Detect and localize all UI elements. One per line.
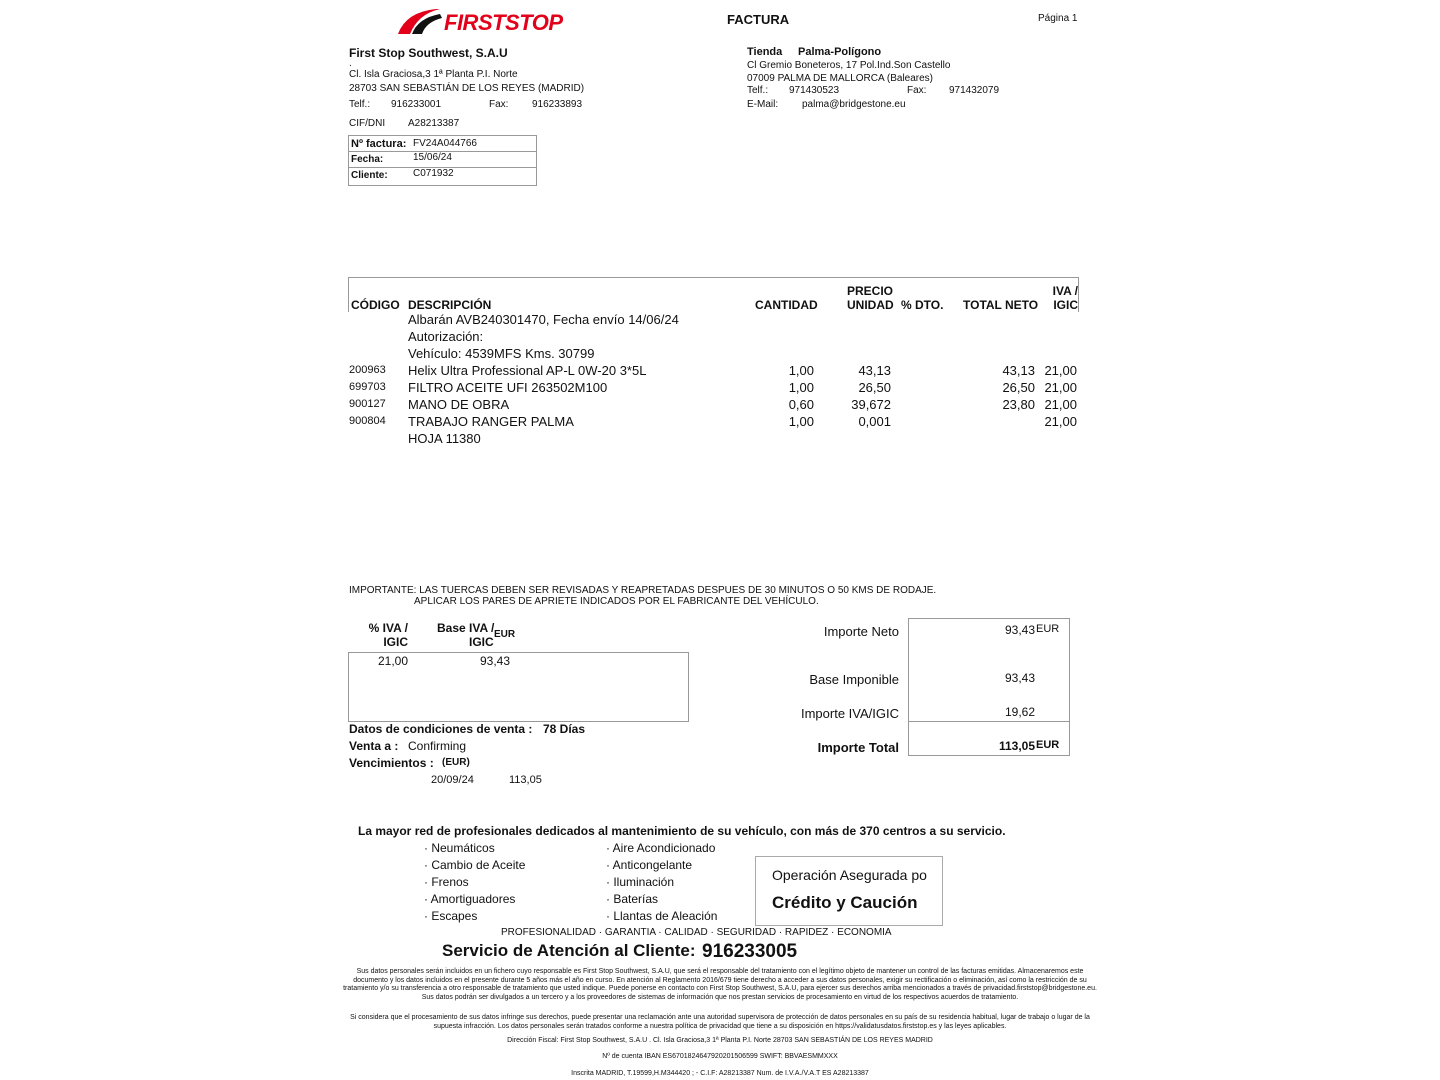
tax-base-header-2: IGIC <box>469 635 494 649</box>
store-fax-label: Fax: <box>907 85 927 96</box>
insured-line-1: Operación Asegurada po <box>772 867 927 883</box>
service-item: · Escapes <box>424 909 478 923</box>
row-price: 26,50 <box>858 380 891 395</box>
invoice-id-box <box>348 135 537 186</box>
row-total <box>965 413 1035 430</box>
header-total-net: TOTAL NETO <box>963 298 1039 312</box>
row-description: TRABAJO RANGER PALMA <box>408 414 574 429</box>
sold-to-label: Venta a : <box>349 739 399 753</box>
tax-base-value: 93,43 <box>479 654 510 668</box>
due-amount: 113,05 <box>509 774 542 786</box>
tax-base-header-1: Base IVA / <box>437 621 495 635</box>
important-note-1: IMPORTANTE: LAS TUERCAS DEBEN SER REVISADAS Y REAPRETADAS DESPUES DE 30 MINUTOS O 50 KMS DE RODAJE. <box>349 585 937 596</box>
row-description: Helix Ultra Professional AP-L 0W-20 3*5L <box>408 363 647 378</box>
note-line: HOJA 11380 <box>408 431 481 446</box>
taxable-base: 93,43 <box>1004 671 1035 685</box>
invoice-date: 15/06/24 <box>413 152 452 163</box>
invoice-client-row <box>349 168 536 183</box>
header-price-1: PRECIO <box>847 284 894 298</box>
company-name: First Stop Southwest, S.A.U <box>349 46 508 60</box>
row-description: MANO DE OBRA <box>408 397 510 412</box>
total-amount: 113,05 <box>998 739 1035 753</box>
store-label: Tienda <box>747 46 783 58</box>
row-vat: 21,00 <box>1044 380 1077 395</box>
sale-conditions-label: Datos de condiciones de venta : <box>349 722 533 736</box>
row-quantity: 1,00 <box>788 363 814 378</box>
company-address-1: Cl. Isla Graciosa,3 1ª Planta P.I. Norte <box>349 69 518 80</box>
row-total: 26,50 <box>1002 380 1035 395</box>
customer-service-phone: 916233005 <box>702 941 798 962</box>
firststop-logo <box>396 6 566 36</box>
customer-service-label: Servicio de Atención al Cliente: <box>442 941 696 960</box>
note-line: Albarán AVB240301470, Fecha envío 14/06/24 <box>408 312 679 327</box>
header-vat-2: IGIC <box>1053 298 1078 312</box>
invoice-date-row <box>349 152 536 168</box>
note-line: Vehículo: 4539MFS Kms. 30799 <box>408 346 595 361</box>
company-tel-label: Telf.: <box>349 99 371 110</box>
row-quantity: 0,60 <box>788 397 814 412</box>
net-amount-unit: EUR <box>1036 623 1060 635</box>
tax-rate-header-1: % IVA / <box>368 621 408 635</box>
fiscal-address: Dirección Fiscal: First Stop Southwest, S.A.U . Cl. Isla Graciosa,3 1ª Planta P.I. Norte 28703 SAN SEBASTIÁN DE LOS REYES MADRID <box>507 1037 933 1044</box>
vat-amount-label: Importe IVA/IGIC <box>800 706 899 721</box>
company-tel: 916233001 <box>391 99 442 110</box>
service-item: · Cambio de Aceite <box>424 858 526 872</box>
row-price: 43,13 <box>858 363 891 378</box>
insured-operation-box <box>755 856 943 926</box>
store-name: Palma-Polígono <box>798 46 882 58</box>
company-dot: . <box>349 58 352 69</box>
invoice-client: C071932 <box>413 168 454 179</box>
note-line: Autorización: <box>408 329 484 344</box>
invoice-number-row <box>349 136 536 152</box>
row-vat: 21,00 <box>1044 397 1077 412</box>
net-amount: 93,43 <box>1004 623 1035 637</box>
row-price: 39,672 <box>851 397 891 412</box>
service-item: · Llantas de Aleación <box>606 909 718 923</box>
row-price: 0,001 <box>858 414 891 429</box>
tax-rate-value: 21,00 <box>377 654 408 668</box>
due-unit: (EUR) <box>442 757 470 768</box>
row-code: 200963 <box>349 364 386 376</box>
tax-rate-header-2: IGIC <box>383 635 408 649</box>
store-tel-label: Telf.: <box>747 85 769 96</box>
invoice-date-label: Fecha: <box>351 154 384 165</box>
header-code: CÓDIGO <box>351 298 400 312</box>
service-item: · Iluminación <box>606 875 675 889</box>
vat-amount: 19,62 <box>1004 705 1035 719</box>
insured-line-2: Crédito y Caución <box>772 893 918 912</box>
company-address-2: 28703 SAN SEBASTIÁN DE LOS REYES (MADRID) <box>349 83 585 94</box>
total-amount-label: Importe Total <box>817 740 899 755</box>
store-tel: 971430523 <box>789 85 840 96</box>
total-amount-unit: EUR <box>1036 739 1060 751</box>
service-item: · Frenos <box>424 875 469 889</box>
header-description: DESCRIPCIÓN <box>408 298 492 312</box>
row-code: 699703 <box>349 381 386 393</box>
store-fax: 971432079 <box>949 85 1000 96</box>
taxable-base-label: Base Imponible <box>809 672 899 687</box>
store-address-1: Cl Gremio Boneteros, 17 Pol.Ind.Son Castello <box>747 60 951 71</box>
company-fax: 916233893 <box>532 99 583 110</box>
row-quantity: 1,00 <box>788 380 814 395</box>
header-vat-1: IVA / <box>1052 284 1078 298</box>
service-item: · Anticongelante <box>606 858 693 872</box>
items-table-header <box>348 277 1079 312</box>
row-total: 23,80 <box>1002 397 1035 412</box>
service-item: · Aire Acondicionado <box>606 841 716 855</box>
tax-base-unit: EUR <box>494 629 516 640</box>
company-values: PROFESIONALIDAD · GARANTIA · CALIDAD · SEGURIDAD · RAPIDEZ · ECONOMIA <box>501 927 892 938</box>
invoice-client-label: Cliente: <box>351 170 388 181</box>
totals-box <box>908 618 1070 756</box>
row-vat: 21,00 <box>1044 414 1077 429</box>
net-amount-label: Importe Neto <box>823 624 899 639</box>
privacy-notice: Sus datos personales serán incluidos en un fichero cuyo responsable es First Stop Southwest, S.A.U, que será el responsable del tratamiento con el legítimo objeto de mantener un control de las facturas emitidas. Almacenaremos este documento y los datos incluidos en el presente durante 5 años más el año en curso. En atención al Reglamento 2016/679 tiene derecho a acceder a sus datos personales, exigir su rectificación o eliminación, así como la restricción de su tratamiento y/o su transferencia a otro responsable de tratamiento que usted indique. Puede ponerse en contacto con First Stop Southwest, S.A.U, para ejercer sus derechos arriba mencionados a través de privacidad.firststop@bridgestone.eu. Sus datos podrán ser divulgados a un tercero y a los proveedores de sistemas de información que nos prestan servicios de procesamiento en virtud de los respectivos acuerdos de tratamiento. <box>343 968 1097 1001</box>
service-item: · Baterías <box>606 892 659 906</box>
page-number: Página 1 <box>1038 13 1078 24</box>
due-date: 20/09/24 <box>431 774 474 786</box>
complaint-notice: Si considera que el procesamiento de sus datos infringe sus derechos, puede presentar una reclamación ante una autoridad supervisora de protección de datos personales en su país de su residencia habitual, lugar de trabajo o lugar de la supuesta infracción. Los datos personales serán tratados conforme a nuestra política de privacidad que tiene a su disposición en https://validatusdatos.firststop.es y las leyes aplicables. <box>350 1014 1090 1030</box>
store-email-label: E-Mail: <box>747 99 779 110</box>
sale-conditions-value: 78 Días <box>543 722 586 736</box>
promo-headline: La mayor red de profesionales dedicados al mantenimiento de su vehículo, con más de 370 centros a su servicio. <box>358 824 1006 838</box>
header-discount: % DTO. <box>901 298 944 312</box>
row-vat: 21,00 <box>1044 363 1077 378</box>
header-quantity: CANTIDAD <box>755 298 818 312</box>
totals-divider <box>909 721 1069 722</box>
due-dates-label: Vencimientos : <box>349 756 434 770</box>
row-code: 900127 <box>349 398 386 410</box>
row-code: 900804 <box>349 415 386 427</box>
store-email: palma@bridgestone.eu <box>802 99 906 110</box>
sold-to-value: Confirming <box>408 739 467 753</box>
header-price-2: UNIDAD <box>847 298 894 312</box>
bank-account: Nº de cuenta IBAN ES6701824647920201506599 SWIFT: BBVAESMMXXX <box>602 1053 838 1060</box>
store-address-2: 07009 PALMA DE MALLORCA (Baleares) <box>747 73 934 84</box>
invoice-number: FV24A044766 <box>413 138 477 149</box>
row-total: 43,13 <box>1002 363 1035 378</box>
service-item: · Amortiguadores <box>424 892 516 906</box>
row-description: FILTRO ACEITE UFI 263502M100 <box>408 380 608 395</box>
document-title: FACTURA <box>727 12 790 27</box>
company-fax-label: Fax: <box>489 99 509 110</box>
invoice-number-label: Nº factura: <box>351 138 407 150</box>
company-cif: A28213387 <box>408 118 460 129</box>
registry-info: Inscrita MADRID, T.19599,H.M344420 ; - C.I.F: A28213387 Num. de I.V.A./V.A.T ES A28213387 <box>571 1070 869 1077</box>
logo-text: FIRSTSTOP <box>444 10 563 35</box>
row-quantity: 1,00 <box>788 414 814 429</box>
service-item: · Neumáticos <box>424 841 495 855</box>
important-note-2: APLICAR LOS PARES DE APRIETE INDICADOS POR EL FABRICANTE DEL VEHÍCULO. <box>414 596 819 607</box>
company-cif-label: CIF/DNI <box>349 118 386 129</box>
